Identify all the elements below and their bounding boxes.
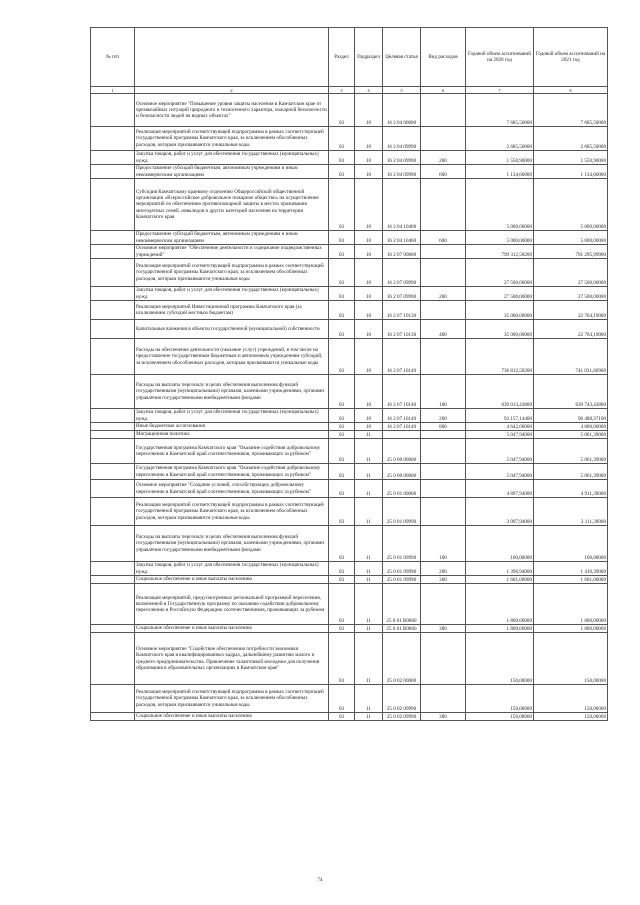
- row-section-cell: 03: [329, 409, 355, 423]
- row-subsection-cell: 11: [355, 562, 383, 576]
- row-2021-cell: 5 061,39000: [534, 431, 608, 439]
- row-num-cell: [91, 409, 135, 423]
- row-expense-cell: [421, 94, 466, 127]
- table-row: [91, 633, 608, 685]
- row-target-cell: 16 2 07 10130: [383, 320, 421, 339]
- row-subsection-cell: 10: [355, 320, 383, 339]
- col-number: 8: [534, 87, 608, 94]
- row-expense-cell: [421, 439, 466, 464]
- row-subsection-cell: 10: [355, 259, 383, 287]
- row-2021-cell: 96 488,37100: [534, 409, 608, 423]
- row-2021-cell: 27 500,00000: [534, 287, 608, 301]
- col-header-expense: Вид расходов: [421, 28, 466, 87]
- table-row: [91, 685, 608, 713]
- row-2021-cell: 4 911,39000: [534, 480, 608, 498]
- col-header-2021: Годовой объем ассигнований на 2021 год: [534, 28, 608, 87]
- row-section-cell: 03: [329, 375, 355, 409]
- row-expense-cell: 300: [421, 713, 466, 721]
- row-target-cell: 16 2 07 09990: [383, 287, 421, 301]
- row-expense-cell: [421, 685, 466, 713]
- row-num-cell: [91, 685, 135, 713]
- row-2020-cell: 5 047,94000: [466, 439, 534, 464]
- row-subsection-cell: 10: [355, 375, 383, 409]
- row-num-cell: [91, 625, 135, 633]
- table-row: [91, 375, 608, 409]
- row-subsection-cell: 10: [355, 127, 383, 151]
- row-2020-cell: 799 312,58200: [466, 245, 534, 259]
- row-2020-cell: 150,00000: [466, 713, 534, 721]
- row-2021-cell: 3 111,39000: [534, 498, 608, 526]
- row-name-cell: Закупка товаров, работ и услуг для обеспечения государственных (муниципальных) нужд: [135, 562, 329, 576]
- row-subsection-cell: 11: [355, 480, 383, 498]
- row-name-cell: Реализация мероприятий соответствующей подпрограммы в рамках соответствующей государственной программы Камчатского края, за исключением обособленных расходов, которым присваиваются уникальные коды: [135, 259, 329, 287]
- row-expense-cell: 200: [421, 287, 466, 301]
- row-num-cell: [91, 287, 135, 301]
- row-num-cell: [91, 584, 135, 625]
- row-2021-cell: 1 800,00000: [534, 625, 608, 633]
- row-num-cell: [91, 245, 135, 259]
- row-name-cell: Закупка товаров, работ и услуг для обеспечения государственных (муниципальных) нужд: [135, 409, 329, 423]
- row-2021-cell: 639 743,43800: [534, 375, 608, 409]
- row-2020-cell: 7 685,50000: [466, 94, 534, 127]
- row-expense-cell: 800: [421, 423, 466, 431]
- row-section-cell: 03: [329, 584, 355, 625]
- row-2021-cell: 150,00000: [534, 713, 608, 721]
- row-name-cell: Реализация мероприятий, предусмотренных региональной программой переселения, включенной в Государственную программу по оказанию содействия добровольному переселению в Российскую Федерацию соотечественников, проживающих за рубежом: [135, 584, 329, 625]
- table-row: [91, 245, 608, 259]
- row-2021-cell: 2 685,50000: [534, 127, 608, 151]
- row-expense-cell: [421, 480, 466, 498]
- row-expense-cell: 100: [421, 526, 466, 562]
- row-section-cell: 03: [329, 439, 355, 464]
- row-expense-cell: 200: [421, 562, 466, 576]
- col-number: 6: [421, 87, 466, 94]
- row-2021-cell: 22 764,19000: [534, 301, 608, 320]
- row-subsection-cell: 11: [355, 526, 383, 562]
- row-num-cell: [91, 179, 135, 231]
- column-number-row: [91, 87, 608, 94]
- row-target-cell: 25 0 00 00000: [383, 439, 421, 464]
- row-subsection-cell: 10: [355, 245, 383, 259]
- row-section-cell: 03: [329, 685, 355, 713]
- row-section-cell: 03: [329, 431, 355, 439]
- row-2021-cell: 1 550,90000: [534, 151, 608, 165]
- row-num-cell: [91, 375, 135, 409]
- row-section-cell: 03: [329, 480, 355, 498]
- row-section-cell: 03: [329, 127, 355, 151]
- row-subsection-cell: 11: [355, 431, 383, 439]
- row-subsection-cell: 10: [355, 409, 383, 423]
- row-2021-cell: 5 061,39000: [534, 464, 608, 480]
- row-2020-cell: 35 000,00000: [466, 301, 534, 320]
- row-expense-cell: 100: [421, 375, 466, 409]
- row-num-cell: [91, 231, 135, 245]
- budget-table: [90, 27, 608, 721]
- row-target-cell: 16 2 07 10140: [383, 409, 421, 423]
- row-expense-cell: [421, 339, 466, 375]
- row-2020-cell: 100,00000: [466, 526, 534, 562]
- row-target-cell: 16 2 07 10140: [383, 375, 421, 409]
- row-2021-cell: 5 000,00000: [534, 231, 608, 245]
- table-row: [91, 165, 608, 179]
- row-2020-cell: 27 500,00000: [466, 287, 534, 301]
- row-section-cell: 03: [329, 179, 355, 231]
- row-2021-cell: 1 134,60000: [534, 165, 608, 179]
- table-row: [91, 439, 608, 464]
- row-section-cell: 03: [329, 231, 355, 245]
- row-name-cell: Реализация мероприятий Инвестиционной программы Камчатского края (за исключением субсидий местным бюджетам): [135, 301, 329, 320]
- table-row: [91, 231, 608, 245]
- table-row: [91, 431, 608, 439]
- row-2021-cell: 5 000,00000: [534, 179, 608, 231]
- row-2020-cell: 1 396,94000: [466, 562, 534, 576]
- row-target-cell: 16 2 07 09990: [383, 259, 421, 287]
- row-section-cell: 03: [329, 576, 355, 584]
- table-row: [91, 301, 608, 320]
- col-header-target: Целевая статья: [383, 28, 421, 87]
- row-2021-cell: 150,00000: [534, 633, 608, 685]
- row-target-cell: 25 0 01 09990: [383, 498, 421, 526]
- table-row: [91, 259, 608, 287]
- row-name-cell: Предоставление субсидий бюджетным, автономным учреждениям и иным некоммерческим организациям: [135, 231, 329, 245]
- row-2021-cell: 741 031,80900: [534, 339, 608, 375]
- row-2020-cell: 639 013,43800: [466, 375, 534, 409]
- row-2020-cell: 3 097,94000: [466, 498, 534, 526]
- row-target-cell: 16 2 04 09990: [383, 165, 421, 179]
- row-num-cell: [91, 165, 135, 179]
- row-2020-cell: 5 047,94000: [466, 431, 534, 439]
- row-target-cell: 25 0 01 R0860: [383, 584, 421, 625]
- row-name-cell: Субсидия Камчатскому краевому отделению Общероссийской общественной организации «Всероссийское добровольное пожарное общество» на осуществление мероприятий по обеспечению противопожарной защиты в местах проживания многодетных семей, инвалидов и других категорий населения на территории Камчатского края: [135, 179, 329, 231]
- row-2020-cell: 93 157,14400: [466, 409, 534, 423]
- row-num-cell: [91, 259, 135, 287]
- row-subsection-cell: 10: [355, 301, 383, 320]
- row-2020-cell: 1 800,00000: [466, 584, 534, 625]
- row-target-cell: 25 0 01 09990: [383, 526, 421, 562]
- row-2021-cell: 1 601,00000: [534, 576, 608, 584]
- row-section-cell: 03: [329, 464, 355, 480]
- row-subsection-cell: 10: [355, 423, 383, 431]
- table-row: [91, 562, 608, 576]
- row-expense-cell: [421, 431, 466, 439]
- row-name-cell: Иные бюджетные ассигнования: [135, 423, 329, 431]
- table-row: [91, 464, 608, 480]
- row-subsection-cell: 10: [355, 179, 383, 231]
- row-target-cell: 25 0 01 09990: [383, 562, 421, 576]
- row-section-cell: 03: [329, 498, 355, 526]
- row-2020-cell: 150,00000: [466, 633, 534, 685]
- row-name-cell: Основное мероприятие "Обеспечение деятельности и содержание подведомственных учреждений": [135, 245, 329, 259]
- row-num-cell: [91, 423, 135, 431]
- row-expense-cell: 200: [421, 151, 466, 165]
- table-row: [91, 423, 608, 431]
- row-subsection-cell: 11: [355, 713, 383, 721]
- row-2021-cell: 100,00000: [534, 526, 608, 562]
- row-subsection-cell: 10: [355, 287, 383, 301]
- row-subsection-cell: 11: [355, 625, 383, 633]
- col-number: 5: [383, 87, 421, 94]
- row-target-cell: 16 2 07 10130: [383, 301, 421, 320]
- row-expense-cell: [421, 127, 466, 151]
- table-body: [91, 94, 608, 721]
- row-target-cell: 25 0 01 09990: [383, 576, 421, 584]
- row-num-cell: [91, 498, 135, 526]
- row-num-cell: [91, 431, 135, 439]
- col-header-2020: Годовой объем ассигнований на 2020 год: [466, 28, 534, 87]
- row-subsection-cell: 11: [355, 576, 383, 584]
- col-number: 1: [91, 87, 135, 94]
- row-target-cell: 25 0 00 00000: [383, 464, 421, 480]
- row-2021-cell: 150,00000: [534, 685, 608, 713]
- row-name-cell: Миграционная политика: [135, 431, 329, 439]
- row-expense-cell: 200: [421, 409, 466, 423]
- col-number: 2: [135, 87, 329, 94]
- table-row: [91, 498, 608, 526]
- row-name-cell: Капитальные вложения в объекты государственной (муниципальной) собственности: [135, 320, 329, 339]
- col-number: 7: [466, 87, 534, 94]
- row-expense-cell: [421, 179, 466, 231]
- row-target-cell: 16 2 07 00000: [383, 245, 421, 259]
- row-name-cell: Расходы на выплаты персоналу в целях обеспечения выполнения функций государственными (муниципальными) органами, казенными учреждениями, органами управления государственными внебюджетными фондами: [135, 526, 329, 562]
- row-num-cell: [91, 480, 135, 498]
- row-num-cell: [91, 633, 135, 685]
- row-expense-cell: [421, 584, 466, 625]
- table-row: [91, 320, 608, 339]
- row-section-cell: 03: [329, 633, 355, 685]
- row-2021-cell: 791 295,99900: [534, 245, 608, 259]
- table-row: [91, 179, 608, 231]
- row-expense-cell: 300: [421, 625, 466, 633]
- row-subsection-cell: 11: [355, 498, 383, 526]
- row-num-cell: [91, 562, 135, 576]
- row-target-cell: 16 2 04 10460: [383, 231, 421, 245]
- row-2020-cell: 4 642,00000: [466, 423, 534, 431]
- col-number: 4: [355, 87, 383, 94]
- row-target-cell: 25 0 01 R0860: [383, 625, 421, 633]
- page-number: 74: [317, 878, 323, 883]
- row-name-cell: Реализация мероприятий соответствующей подпрограммы в рамках соответствующей государственной программы Камчатского края, за исключением обособленных расходов, которым присваиваются уникальные коды: [135, 127, 329, 151]
- row-section-cell: 03: [329, 301, 355, 320]
- row-2020-cell: 2 685,50000: [466, 127, 534, 151]
- row-expense-cell: [421, 301, 466, 320]
- row-2021-cell: 1 410,39000: [534, 562, 608, 576]
- row-subsection-cell: 11: [355, 584, 383, 625]
- col-header-num: № п/п: [91, 28, 135, 87]
- row-subsection-cell: 10: [355, 94, 383, 127]
- row-target-cell: 16 2 04 09990: [383, 127, 421, 151]
- row-target-cell: 16 2 04 09990: [383, 151, 421, 165]
- row-target-cell: 16 2 04 10460: [383, 179, 421, 231]
- row-name-cell: Основное мероприятие "Создание условий, способствующих добровольному переселению в Камчатский край соотечественников, проживающих за рубежом": [135, 480, 329, 498]
- row-name-cell: Расходы на выплаты персоналу в целях обеспечения выполнения функций государственными (муниципальными) органами, казенными учреждениями, органами управления государственными внебюджетными фондами: [135, 375, 329, 409]
- row-2021-cell: 4 800,00000: [534, 423, 608, 431]
- row-subsection-cell: 10: [355, 339, 383, 375]
- row-section-cell: 03: [329, 151, 355, 165]
- row-2021-cell: 27 500,00000: [534, 259, 608, 287]
- row-section-cell: 03: [329, 526, 355, 562]
- row-name-cell: Предоставление субсидий бюджетным, автономным учреждениям и иным некоммерческим организациям: [135, 165, 329, 179]
- table-row: [91, 339, 608, 375]
- row-2021-cell: 22 764,19000: [534, 320, 608, 339]
- row-subsection-cell: 11: [355, 464, 383, 480]
- table-row: [91, 713, 608, 721]
- row-2020-cell: 1 800,00000: [466, 625, 534, 633]
- row-name-cell: Основное мероприятие "Повышение уровня защиты населения в Камчатском крае от чрезвычайных ситуаций природного и техногенного характера, пожарной безопасности и безопасности людей на водных объектах": [135, 94, 329, 127]
- row-section-cell: 03: [329, 165, 355, 179]
- row-2020-cell: 5 047,94000: [466, 464, 534, 480]
- row-expense-cell: 600: [421, 165, 466, 179]
- row-section-cell: 03: [329, 287, 355, 301]
- row-name-cell: Закупка товаров, работ и услуг для обеспечения государственных (муниципальных) нужд: [135, 287, 329, 301]
- row-subsection-cell: 11: [355, 633, 383, 685]
- row-subsection-cell: 11: [355, 685, 383, 713]
- header-row: [91, 28, 608, 87]
- row-subsection-cell: 10: [355, 151, 383, 165]
- row-2020-cell: 1 601,00000: [466, 576, 534, 584]
- row-expense-cell: [421, 464, 466, 480]
- row-2020-cell: 150,00000: [466, 685, 534, 713]
- row-name-cell: Государственная программа Камчатского края "Оказание содействия добровольному переселению в Камчатский край соотечественников, проживающих за рубежом": [135, 464, 329, 480]
- row-name-cell: Социальное обеспечение и иные выплаты населению: [135, 713, 329, 721]
- row-expense-cell: [421, 245, 466, 259]
- col-number: 3: [329, 87, 355, 94]
- row-2021-cell: 5 061,39000: [534, 439, 608, 464]
- row-num-cell: [91, 576, 135, 584]
- table-row: [91, 409, 608, 423]
- row-target-cell: 16 2 04 00000: [383, 94, 421, 127]
- row-2020-cell: 35 000,00000: [466, 320, 534, 339]
- row-name-cell: Реализация мероприятий соответствующей подпрограммы в рамках соответствующей государственной программы Камчатского края, за исключением обособленных расходов, которым присваиваются уникальные коды: [135, 685, 329, 713]
- table-row: [91, 127, 608, 151]
- table-row: [91, 584, 608, 625]
- row-target-cell: 25 0 02 09990: [383, 685, 421, 713]
- row-expense-cell: 600: [421, 231, 466, 245]
- row-num-cell: [91, 127, 135, 151]
- row-section-cell: 03: [329, 423, 355, 431]
- table-row: [91, 625, 608, 633]
- row-target-cell: 16 2 07 10140: [383, 339, 421, 375]
- row-num-cell: [91, 151, 135, 165]
- row-expense-cell: [421, 633, 466, 685]
- row-num-cell: [91, 526, 135, 562]
- row-target-cell: 25 0 01 00000: [383, 480, 421, 498]
- row-target-cell: 25 0 02 00000: [383, 633, 421, 685]
- row-num-cell: [91, 339, 135, 375]
- row-target-cell: [383, 431, 421, 439]
- table-row: [91, 151, 608, 165]
- row-name-cell: Государственная программа Камчатского края "Оказание содействия добровольному переселению в Камчатский край соотечественников, проживающих за рубежом": [135, 439, 329, 464]
- row-expense-cell: [421, 498, 466, 526]
- row-2020-cell: 4 897,94000: [466, 480, 534, 498]
- row-expense-cell: [421, 259, 466, 287]
- row-2020-cell: 1 550,90000: [466, 151, 534, 165]
- row-2020-cell: 5 000,00000: [466, 179, 534, 231]
- row-subsection-cell: 11: [355, 439, 383, 464]
- row-2020-cell: 5 000,00000: [466, 231, 534, 245]
- row-section-cell: 03: [329, 245, 355, 259]
- row-2021-cell: 7 685,50000: [534, 94, 608, 127]
- table-row: [91, 94, 608, 127]
- row-target-cell: 16 2 07 10140: [383, 423, 421, 431]
- row-section-cell: 03: [329, 259, 355, 287]
- row-target-cell: 25 0 02 09990: [383, 713, 421, 721]
- row-num-cell: [91, 320, 135, 339]
- row-expense-cell: 400: [421, 320, 466, 339]
- col-header-section: Раздел: [329, 28, 355, 87]
- row-section-cell: 03: [329, 713, 355, 721]
- row-section-cell: 03: [329, 562, 355, 576]
- row-section-cell: 03: [329, 625, 355, 633]
- row-2020-cell: 27 500,00000: [466, 259, 534, 287]
- row-name-cell: Социальное обеспечение и иные выплаты населению: [135, 625, 329, 633]
- table-row: [91, 480, 608, 498]
- row-section-cell: 03: [329, 339, 355, 375]
- row-name-cell: Социальное обеспечение и иные выплаты населению: [135, 576, 329, 584]
- row-num-cell: [91, 713, 135, 721]
- row-expense-cell: 300: [421, 576, 466, 584]
- row-num-cell: [91, 94, 135, 127]
- row-subsection-cell: 10: [355, 165, 383, 179]
- table-row: [91, 526, 608, 562]
- row-name-cell: Расходы на обеспечение деятельности (оказание услуг) учреждений, в том числе на предоставление государственным бюджетным и автономным учреждениям субсидий, за исключением обособленных расходов, которым присваиваются уникальные коды: [135, 339, 329, 375]
- row-num-cell: [91, 464, 135, 480]
- table-row: [91, 576, 608, 584]
- col-header-name: [135, 28, 329, 87]
- row-section-cell: 03: [329, 94, 355, 127]
- row-subsection-cell: 10: [355, 231, 383, 245]
- row-section-cell: 03: [329, 320, 355, 339]
- row-name-cell: Закупка товаров, работ и услуг для обеспечения государственных (муниципальных) нужд: [135, 151, 329, 165]
- row-num-cell: [91, 439, 135, 464]
- row-2021-cell: 1 800,00000: [534, 584, 608, 625]
- col-header-subsection: Подраздел: [355, 28, 383, 87]
- row-name-cell: Основное мероприятие "Содействие обеспечению потребности экономики Камчатского края в квалифицированных кадрах, дальнейшему развитию малого и среднего предпринимательства. Привлечение талантливой молодежи для получения образования в образовательных организациях в Камчатском крае": [135, 633, 329, 685]
- row-num-cell: [91, 301, 135, 320]
- table-row: [91, 287, 608, 301]
- row-name-cell: Реализация мероприятий соответствующей подпрограммы в рамках соответствующей государственной программы Камчатского края, за исключением обособленных расходов, которым присваиваются уникальные коды: [135, 498, 329, 526]
- row-2020-cell: 1 134,60000: [466, 165, 534, 179]
- row-2020-cell: 736 812,58200: [466, 339, 534, 375]
